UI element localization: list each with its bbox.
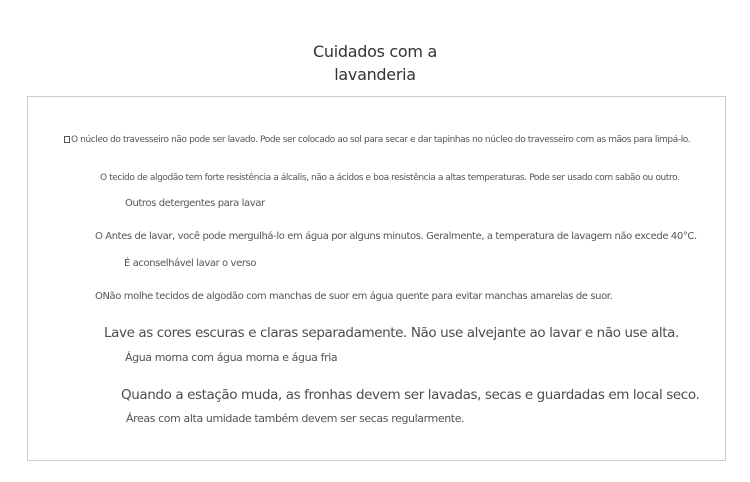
instruction-line: Outros detergentes para lavar bbox=[125, 198, 265, 209]
title-line-2: lavanderia bbox=[334, 65, 416, 84]
instruction-line: ONão molhe tecidos de algodão com manchas de suor em água quente para evitar manchas amarelas de suor. bbox=[95, 291, 613, 302]
instruction-line: Áreas com alta umidade também devem ser secas regularmente. bbox=[126, 412, 465, 425]
instruction-line: O Antes de lavar, você pode mergulhá-lo em água por alguns minutos. Geralmente, a temperatura de lavagem não excede 40°C. bbox=[95, 231, 697, 242]
instruction-text: O núcleo do travesseiro não pode ser lavado. Pode ser colocado ao sol para secar e dar tapinhas no núcleo do travesseiro com as mãos para limpá-lo. bbox=[71, 135, 691, 145]
instruction-line: Quando a estação muda, as fronhas devem ser lavadas, secas e guardadas em local seco. bbox=[121, 387, 700, 403]
page-title bbox=[0, 40, 750, 86]
instruction-line: Lave as cores escuras e claras separadamente. Não use alvejante ao lavar e não use alta. bbox=[104, 325, 679, 341]
instruction-line: Água morna com água morna e água fria bbox=[125, 351, 338, 364]
instruction-line: O tecido de algodão tem forte resistência a álcalis, não a ácidos e boa resistência a altas temperaturas. Pode ser usado com sabão ou outro. bbox=[100, 173, 680, 183]
instruction-line: É aconselhável lavar o verso bbox=[124, 258, 257, 269]
instruction-line bbox=[64, 135, 690, 145]
title-line-1: Cuidados com a bbox=[313, 42, 437, 61]
care-instructions-box bbox=[27, 96, 726, 461]
bullet-icon bbox=[64, 136, 70, 143]
